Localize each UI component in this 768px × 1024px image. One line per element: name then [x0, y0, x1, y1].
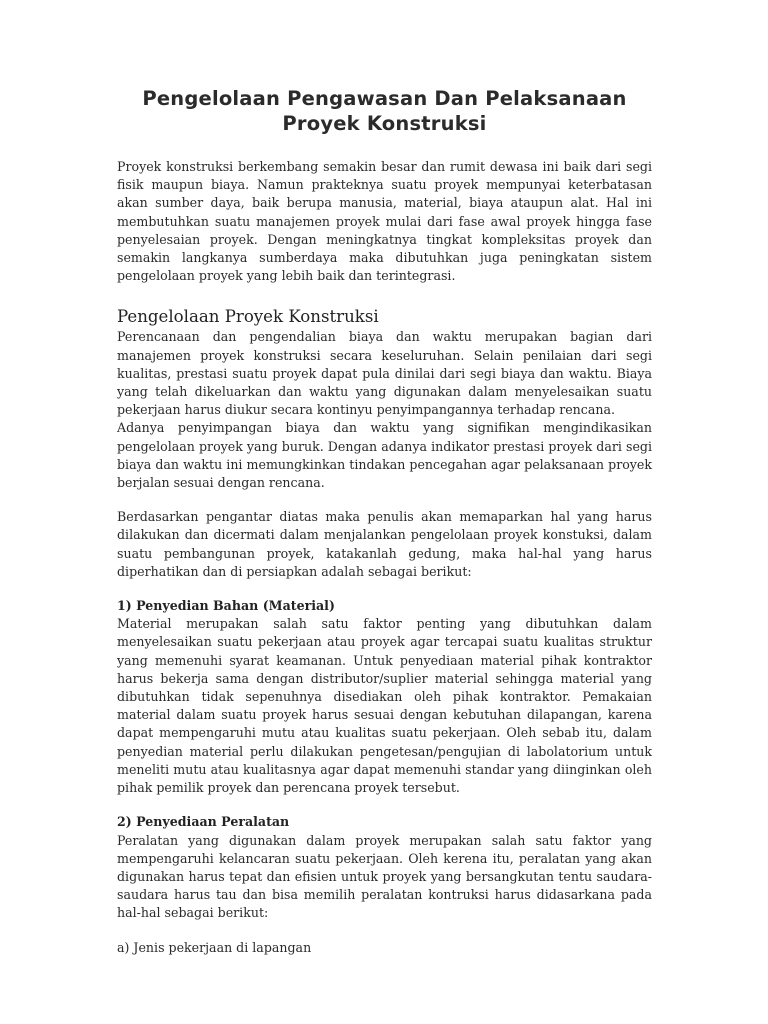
paragraph-gap: [117, 797, 652, 813]
paragraph-gap: [117, 581, 652, 597]
paragraph-gap: [117, 923, 652, 939]
subsection-1-heading: 1) Penyedian Bahan (Material): [117, 598, 335, 614]
subsection-2-text: Peralatan yang digunakan dalam proyek merupakan salah satu faktor yang mempengaruhi kelancaran suatu pekerjaan. Oleh kerena itu, peralatan yang akan digunakan harus tepat dan efisien untuk proyek yang bersangkutan tentu saudara-saudara harus tau dan bisa memilih peralatan kontruksi harus didasarkana pada hal-hal sebagai berikut:: [117, 832, 652, 921]
list-item: a) Jenis pekerjaan di lapangan: [117, 939, 312, 955]
paragraph-gap: [117, 492, 652, 508]
intro-paragraph: Proyek konstruksi berkembang semakin besar dan rumit dewasa ini baik dari segi fisik maupun biaya. Namun prakteknya suatu proyek mempunyai keterbatasan akan sumber daya, baik berupa manusia, material, biaya ataupun alat. Hal ini membutuhkan suatu manajemen proyek mulai dari fase awal proyek hingga fase penyelesaian proyek. Dengan meningkatnya tingkat kompleksitas proyek dan semakin langkanya sumberdaya maka dibutuhkan juga peningkatan sistem pengelolaan proyek yang lebih baik dan terintegrasi.: [117, 159, 652, 284]
document-title: [117, 86, 652, 136]
subsection-2-heading: 2) Penyediaan Peralatan: [117, 814, 290, 830]
section-paragraph-2: Adanya penyimpangan biaya dan waktu yang signifikan mengindikasikan pengelolaan proyek yang buruk. Dengan adanya indikator prestasi proyek dari segi biaya dan waktu ini memungkinkan tindakan pencegahan agar pelaksanaan proyek berjalan sesuai dengan rencana.: [117, 420, 652, 491]
subsection-1-text: Material merupakan salah satu faktor penting yang dibutuhkan dalam menyelesaikan suatu pekerjaan atau proyek agar tercapai suatu kualitas struktur yang memenuhi syarat keamanan. Untuk penyediaan material pihak kontraktor harus bekerja sama dengan distributor/suplier material sehingga material yang dibutuhkan tidak sepenuhnya disediakan oleh pihak kontraktor. Pemakaian material dalam suatu proyek harus sesuai dengan kebutuhan dilapangan, karena dapat mempengaruhi mutu atau kualitas suatu pekerjaan. Oleh sebab itu, dalam penyedian material perlu dilakukan pengetesan/pengujian di labolatorium untuk meneliti mutu atau kualitasnya agar dapat memenuhi standar yang diinginkan oleh pihak pemilik proyek dan perencana proyek tersebut.: [117, 616, 652, 796]
section-paragraph-1: Perencanaan dan pengendalian biaya dan waktu merupakan bagian dari manajemen proyek konstruksi secara keseluruhan. Selain penilaian dari segi kualitas, prestasi suatu proyek dapat pula dinilai dari segi biaya dan waktu. Biaya yang telah dikeluarkan dan waktu yang digunakan dalam menyelesaikan suatu pekerjaan harus diukur secara kontinyu penyimpangannya terhadap rencana.: [117, 329, 652, 418]
title-line-2: Proyek Konstruksi: [282, 112, 487, 135]
section-paragraph-3: Berdasarkan pengantar diatas maka penulis akan memaparkan hal yang harus dilakukan dan dicermati dalam menjalankan pengelolaan proyek konstuksi, dalam suatu pembangunan proyek, katakanlah gedung, maka hal-hal yang harus diperhatikan dan di persiapkan adalah sebagai berikut:: [117, 509, 652, 579]
title-line-1: Pengelolaan Pengawasan Dan Pelaksanaan: [142, 87, 627, 110]
section-heading: Pengelolaan Proyek Konstruksi: [117, 307, 379, 327]
